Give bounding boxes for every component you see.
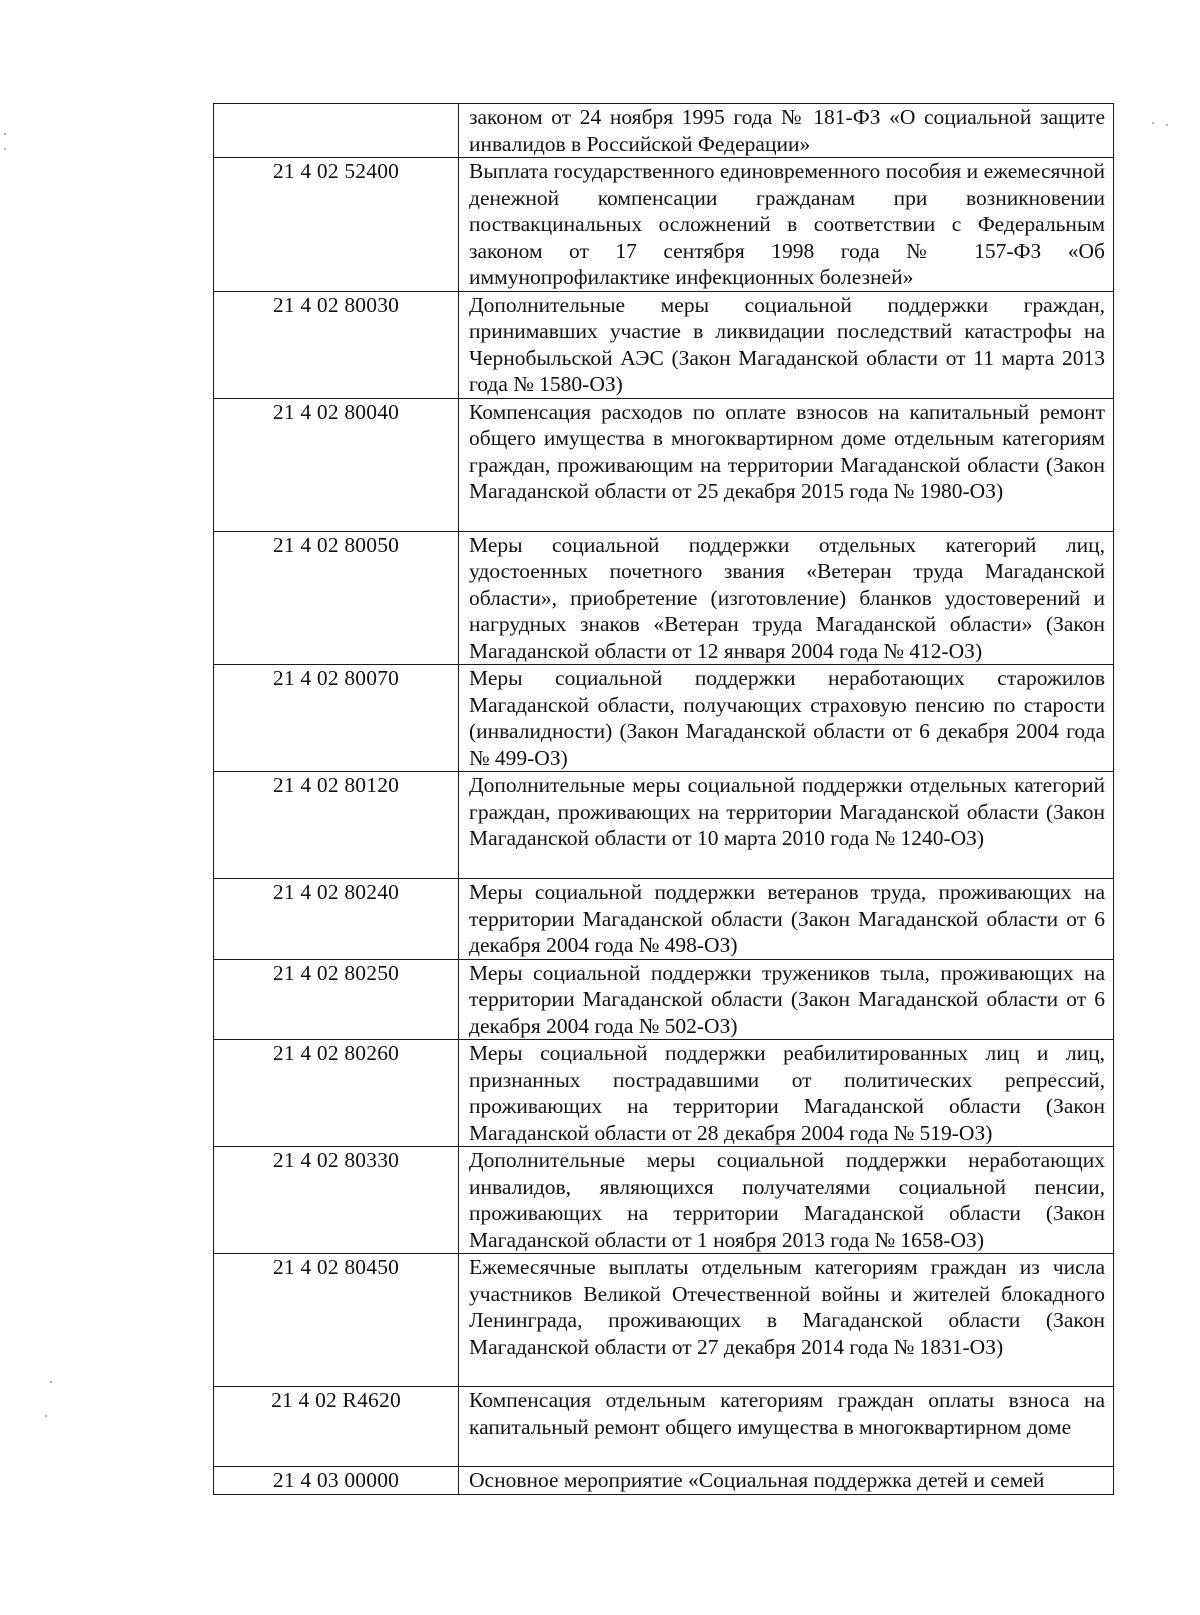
scan-speck bbox=[50, 1381, 52, 1383]
scan-speck bbox=[45, 1415, 47, 1417]
row-description: Выплата государственного единовременного пособия и ежемесячной денежной компенсации гражданам при возникновении поствакцинальных осложнений в соответствии с Федеральным законом от 17 сентября 1998 года № 157-ФЗ «Об иммунопрофилактике инфекционных болезней» bbox=[459, 158, 1114, 292]
table-row bbox=[214, 665, 1114, 772]
row-code: 21 4 02 80070 bbox=[214, 665, 459, 772]
row-code: 21 4 02 80050 bbox=[214, 531, 459, 665]
table-row bbox=[214, 772, 1114, 879]
scan-speck bbox=[1152, 122, 1154, 124]
row-description: Ежемесячные выплаты отдельным категориям граждан из числа участников Великой Отечественной войны и жителей блокадного Ленинграда, проживающих в Магаданской области (Закон Магаданской области от 27 декабря 2014 года № 1831-ОЗ) bbox=[459, 1254, 1114, 1387]
scan-speck bbox=[1166, 124, 1168, 126]
scan-speck bbox=[4, 133, 6, 135]
row-description: Меры социальной поддержки реабилитированных лиц и лиц, признанных пострадавшими от политических репрессий, проживающих на территории Магаданской области (Закон Магаданской области от 28 декабря 2004 года № 519-ОЗ) bbox=[459, 1040, 1114, 1147]
table-row bbox=[214, 398, 1114, 531]
row-code: 21 4 02 80030 bbox=[214, 291, 459, 398]
row-code: 21 4 02 80040 bbox=[214, 398, 459, 531]
table-row bbox=[214, 1254, 1114, 1387]
row-code: 21 4 02 80260 bbox=[214, 1040, 459, 1147]
row-description: Компенсация расходов по оплате взносов на капитальный ремонт общего имущества в многоквартирном доме отдельным категориям граждан, проживающим на территории Магаданской области (Закон Магаданской области от 25 декабря 2015 года № 1980-ОЗ) bbox=[459, 398, 1114, 531]
row-description: законом от 24 ноября 1995 года № 181-ФЗ «О социальной защите инвалидов в Российской Федерации» bbox=[459, 104, 1114, 158]
table-row bbox=[214, 1387, 1114, 1467]
table-row bbox=[214, 1147, 1114, 1254]
table-row bbox=[214, 158, 1114, 292]
table-row bbox=[214, 104, 1114, 158]
row-code: 21 4 02 80120 bbox=[214, 772, 459, 879]
row-code: 21 4 03 00000 bbox=[214, 1467, 459, 1495]
table-row bbox=[214, 531, 1114, 665]
row-description: Дополнительные меры социальной поддержки граждан, принимавших участие в ликвидации последствий катастрофы на Чернобыльской АЭС (Закон Магаданской области от 11 марта 2013 года № 1580-ОЗ) bbox=[459, 291, 1114, 398]
table-row bbox=[214, 879, 1114, 960]
row-code: 21 4 02 80250 bbox=[214, 959, 459, 1040]
row-code: 21 4 02 80450 bbox=[214, 1254, 459, 1387]
table-row bbox=[214, 291, 1114, 398]
row-description: Меры социальной поддержки отдельных категорий лиц, удостоенных почетного звания «Ветеран труда Магаданской области», приобретение (изготовление) бланков удостоверений и нагрудных знаков «Ветеран труда Магаданской области» (Закон Магаданской области от 12 января 2004 года № 412-ОЗ) bbox=[459, 531, 1114, 665]
row-code bbox=[214, 104, 459, 158]
table-row bbox=[214, 1467, 1114, 1495]
table-row bbox=[214, 959, 1114, 1040]
row-description: Меры социальной поддержки тружеников тыла, проживающих на территории Магаданской области (Закон Магаданской области от 6 декабря 2004 года № 502-ОЗ) bbox=[459, 959, 1114, 1040]
row-description: Компенсация отдельным категориям граждан оплаты взноса на капитальный ремонт общего имущества в многоквартирном доме bbox=[459, 1387, 1114, 1467]
row-code: 21 4 02 80330 bbox=[214, 1147, 459, 1254]
row-code: 21 4 02 80240 bbox=[214, 879, 459, 960]
row-description: Дополнительные меры социальной поддержки отдельных категорий граждан, проживающих на территории Магаданской области (Закон Магаданской области от 10 марта 2010 года № 1240-ОЗ) bbox=[459, 772, 1114, 879]
scan-speck bbox=[4, 148, 6, 150]
row-description: Меры социальной поддержки неработающих старожилов Магаданской области, получающих страховую пенсию по старости (инвалидности) (Закон Магаданской области от 6 декабря 2004 года № 499-ОЗ) bbox=[459, 665, 1114, 772]
budget-classification-table bbox=[213, 103, 1114, 1495]
row-code: 21 4 02 52400 bbox=[214, 158, 459, 292]
row-description: Дополнительные меры социальной поддержки неработающих инвалидов, являющихся получателями социальной пенсии, проживающих на территории Магаданской области (Закон Магаданской области от 1 ноября 2013 года № 1658-ОЗ) bbox=[459, 1147, 1114, 1254]
row-description: Основное мероприятие «Социальная поддержка детей и семей bbox=[459, 1467, 1114, 1495]
row-description: Меры социальной поддержки ветеранов труда, проживающих на территории Магаданской области (Закон Магаданской области от 6 декабря 2004 года № 498-ОЗ) bbox=[459, 879, 1114, 960]
row-code: 21 4 02 R4620 bbox=[214, 1387, 459, 1467]
table-row bbox=[214, 1040, 1114, 1147]
